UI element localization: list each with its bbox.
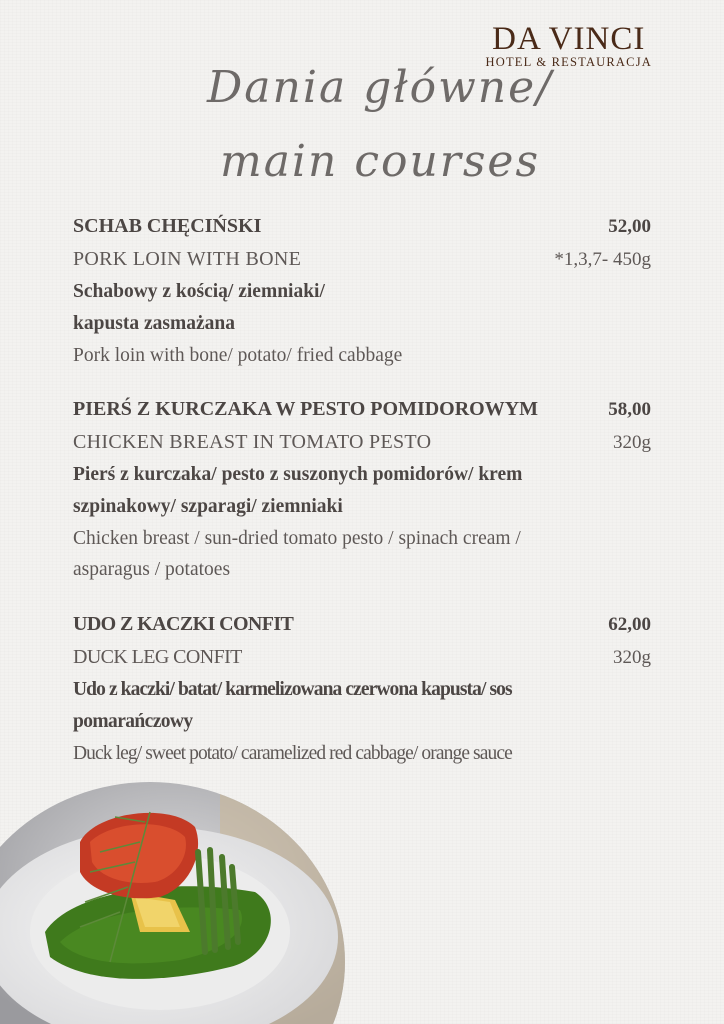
item-name-en: CHICKEN BREAST IN TOMATO PESTO bbox=[73, 431, 432, 453]
item-weight: 320g bbox=[613, 432, 651, 453]
item-desc-pl: szpinakowy/ szparagi/ ziemniaki bbox=[73, 496, 343, 517]
menu-item bbox=[73, 210, 651, 371]
item-desc-pl: Schabowy z kością/ ziemniaki/ bbox=[73, 281, 325, 302]
dish-photo bbox=[0, 782, 345, 1024]
item-desc-pl: Udo z kaczki/ batat/ karmelizowana czerwona kapusta/ sos bbox=[73, 679, 512, 700]
item-weight: *1,3,7- 450g bbox=[554, 249, 651, 270]
item-name-pl: SCHAB CHĘCIŃSKI bbox=[73, 215, 262, 237]
item-desc-pl: pomarańczowy bbox=[73, 711, 193, 732]
item-name-en: PORK LOIN WITH BONE bbox=[73, 248, 302, 270]
item-desc-en: Pork loin with bone/ potato/ fried cabbage bbox=[73, 345, 403, 366]
menu-item bbox=[73, 608, 651, 769]
logo-subtitle: HOTEL & RESTAURACJA bbox=[485, 55, 652, 69]
item-desc-en: asparagus / potatoes bbox=[73, 559, 231, 580]
heading-line-2: main courses bbox=[219, 136, 541, 187]
item-desc-en: Duck leg/ sweet potato/ caramelized red cabbage/ orange sauce bbox=[73, 743, 512, 764]
item-weight: 320g bbox=[613, 647, 651, 668]
item-price: 62,00 bbox=[608, 614, 651, 635]
item-name-pl: PIERŚ Z KURCZAKA W PESTO POMIDOROWYM bbox=[73, 398, 539, 420]
item-name-pl: UDO Z KACZKI CONFIT bbox=[73, 613, 294, 635]
item-name-en: DUCK LEG CONFIT bbox=[73, 646, 242, 668]
item-desc-pl: Pierś z kurczaka/ pesto z suszonych pomidorów/ krem bbox=[73, 464, 523, 485]
item-desc-pl: kapusta zasmażana bbox=[73, 313, 235, 334]
item-price: 58,00 bbox=[608, 399, 651, 420]
menu-item bbox=[73, 393, 651, 585]
heading-line-1: Dania główne/ bbox=[207, 62, 553, 113]
item-price: 52,00 bbox=[608, 216, 651, 237]
item-desc-en: Chicken breast / sun-dried tomato pesto / spinach cream / bbox=[73, 528, 521, 549]
logo-name: DA VINCI bbox=[492, 21, 646, 57]
